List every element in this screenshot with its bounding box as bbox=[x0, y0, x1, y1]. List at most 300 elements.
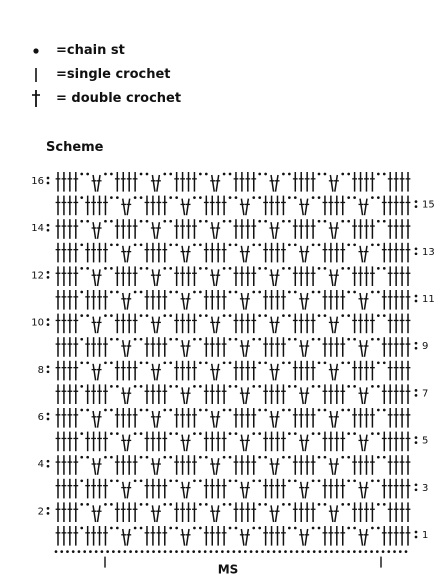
chain-stitch bbox=[342, 550, 345, 553]
chain-stitch bbox=[312, 479, 315, 482]
chain-stitch bbox=[140, 527, 143, 530]
chain-stitch bbox=[80, 503, 83, 506]
double-crochet-stitch bbox=[126, 482, 131, 499]
chain-stitch bbox=[169, 243, 172, 246]
row-label-left: 10 bbox=[31, 317, 44, 329]
double-crochet-stitch bbox=[406, 361, 411, 381]
double-crochet-stitch bbox=[73, 337, 78, 357]
double-crochet-stitch bbox=[394, 196, 399, 216]
chain-stitch bbox=[205, 361, 208, 364]
double-crochet-stitch bbox=[62, 408, 67, 428]
double-crochet-stitch bbox=[334, 411, 339, 428]
double-crochet-stitch bbox=[192, 266, 197, 286]
double-crochet-stitch bbox=[56, 432, 61, 452]
double-crochet-stitch bbox=[192, 455, 197, 475]
double-crochet-stitch bbox=[270, 505, 275, 522]
double-crochet-stitch bbox=[340, 337, 345, 357]
double-crochet-stitch bbox=[180, 219, 185, 239]
double-crochet-stitch bbox=[239, 361, 244, 381]
double-crochet-stitch bbox=[133, 408, 138, 428]
chain-stitch bbox=[199, 503, 202, 506]
chain-stitch bbox=[89, 550, 92, 553]
chain-stitch bbox=[377, 527, 380, 530]
double-crochet-stitch bbox=[67, 455, 72, 475]
double-crochet-stitch bbox=[62, 314, 67, 334]
chain-stitch bbox=[158, 550, 161, 553]
double-crochet-stitch bbox=[115, 455, 120, 475]
chain-stitch bbox=[163, 267, 166, 270]
double-crochet-stitch bbox=[126, 435, 131, 452]
double-crochet-stitch bbox=[121, 293, 126, 310]
double-crochet-stitch bbox=[186, 246, 191, 263]
chain-stitch bbox=[415, 531, 418, 534]
double-crochet-stitch bbox=[328, 432, 333, 452]
double-crochet-stitch bbox=[299, 361, 304, 381]
double-crochet-stitch bbox=[121, 314, 126, 334]
double-crochet-stitch bbox=[270, 317, 275, 334]
chain-stitch bbox=[86, 314, 89, 317]
double-crochet-stitch bbox=[210, 196, 215, 216]
double-crochet-stitch bbox=[115, 408, 120, 428]
double-crochet-stitch bbox=[382, 526, 387, 546]
double-crochet-stitch bbox=[162, 243, 167, 263]
double-crochet-stitch bbox=[388, 243, 393, 263]
chain-stitch bbox=[235, 385, 238, 388]
double-crochet-stitch bbox=[239, 314, 244, 334]
chain-stitch bbox=[146, 314, 149, 317]
chain-stitch bbox=[47, 271, 50, 274]
chain-stitch bbox=[223, 220, 226, 223]
double-crochet-stitch bbox=[304, 387, 309, 404]
chain-stitch bbox=[347, 409, 350, 412]
double-crochet-stitch bbox=[364, 502, 369, 522]
double-crochet-stitch bbox=[400, 337, 405, 357]
chain-stitch bbox=[415, 205, 418, 208]
double-crochet-stitch bbox=[394, 384, 399, 404]
double-crochet-stitch bbox=[382, 243, 387, 263]
chain-stitch bbox=[377, 432, 380, 435]
double-crochet-stitch bbox=[275, 317, 280, 334]
chain-stitch bbox=[86, 361, 89, 364]
chain-stitch bbox=[312, 291, 315, 294]
double-crochet-stitch bbox=[210, 479, 215, 499]
row-label-right: 11 bbox=[422, 294, 435, 305]
double-crochet-stitch bbox=[92, 505, 97, 522]
double-crochet-stitch bbox=[311, 408, 316, 428]
double-crochet-stitch bbox=[358, 361, 363, 381]
double-crochet-stitch bbox=[126, 199, 131, 216]
chain-stitch bbox=[124, 550, 127, 553]
double-crochet-stitch bbox=[85, 432, 90, 452]
double-crochet-stitch bbox=[406, 337, 411, 357]
double-crochet-stitch bbox=[293, 172, 298, 192]
double-crochet-stitch bbox=[210, 458, 215, 475]
double-crochet-stitch bbox=[186, 455, 191, 475]
double-crochet-stitch bbox=[394, 526, 399, 546]
double-crochet-stitch bbox=[67, 384, 72, 404]
double-crochet-stitch bbox=[162, 196, 167, 216]
chain-stitch bbox=[169, 385, 172, 388]
double-crochet-stitch bbox=[234, 455, 239, 475]
double-crochet-stitch bbox=[216, 384, 221, 404]
double-crochet-stitch bbox=[103, 337, 108, 357]
chain-stitch bbox=[134, 527, 137, 530]
double-crochet-stitch bbox=[151, 526, 156, 546]
double-crochet-stitch bbox=[127, 408, 132, 428]
double-crochet-stitch bbox=[364, 172, 369, 192]
double-crochet-stitch bbox=[251, 314, 256, 334]
chain-stitch bbox=[307, 550, 310, 553]
chain-stitch bbox=[199, 385, 202, 388]
double-crochet-stitch bbox=[293, 361, 298, 381]
chain-stitch bbox=[383, 267, 386, 270]
double-crochet-stitch bbox=[394, 455, 399, 475]
chain-stitch bbox=[169, 503, 172, 506]
double-crochet-stitch bbox=[62, 361, 67, 381]
double-crochet-stitch bbox=[115, 266, 120, 286]
double-crochet-stitch bbox=[97, 384, 102, 404]
double-crochet-stitch bbox=[370, 172, 375, 192]
chain-stitch bbox=[47, 512, 50, 515]
double-crochet-stitch bbox=[281, 526, 286, 546]
chain-stitch bbox=[233, 550, 236, 553]
double-crochet-stitch bbox=[323, 290, 328, 310]
double-crochet-stitch bbox=[388, 479, 393, 499]
chain-stitch bbox=[47, 465, 50, 468]
chain-stitch bbox=[140, 338, 143, 341]
double-crochet-stitch bbox=[311, 361, 316, 381]
double-crochet-stitch bbox=[323, 526, 328, 546]
double-crochet-stitch bbox=[97, 243, 102, 263]
chain-stitch bbox=[387, 550, 390, 553]
chain-stitch bbox=[235, 432, 238, 435]
double-crochet-stitch bbox=[275, 458, 280, 475]
double-crochet-stitch bbox=[174, 455, 179, 475]
double-crochet-stitch bbox=[394, 314, 399, 334]
double-crochet-stitch bbox=[329, 175, 334, 192]
chain-stitch bbox=[66, 550, 69, 553]
chain-stitch bbox=[112, 550, 115, 553]
double-crochet-stitch bbox=[127, 455, 132, 475]
chain-stitch bbox=[86, 409, 89, 412]
double-crochet-stitch bbox=[222, 432, 227, 452]
double-crochet-stitch bbox=[67, 314, 72, 334]
double-crochet-stitch bbox=[186, 529, 191, 546]
double-crochet-stitch bbox=[216, 196, 221, 216]
double-crochet-stitch bbox=[293, 314, 298, 334]
double-crochet-stitch bbox=[269, 196, 274, 216]
double-crochet-stitch bbox=[358, 219, 363, 239]
double-crochet-stitch bbox=[215, 458, 220, 475]
chain-stitch bbox=[264, 173, 267, 176]
chain-stitch bbox=[371, 338, 374, 341]
chain-stitch bbox=[341, 456, 344, 459]
chain-stitch bbox=[140, 385, 143, 388]
chain-stitch bbox=[80, 243, 83, 246]
double-crochet-stitch bbox=[67, 479, 72, 499]
double-crochet-stitch bbox=[56, 408, 61, 428]
double-crochet-stitch bbox=[97, 411, 102, 428]
chain-stitch bbox=[371, 243, 374, 246]
double-crochet-stitch bbox=[73, 266, 78, 286]
double-crochet-stitch bbox=[400, 196, 405, 216]
double-crochet-stitch bbox=[97, 196, 102, 216]
chain-stitch bbox=[347, 196, 350, 199]
chain-stitch bbox=[377, 456, 380, 459]
chain-stitch bbox=[106, 550, 109, 553]
chain-stitch bbox=[55, 550, 58, 553]
chain-stitch bbox=[199, 173, 202, 176]
double-crochet-stitch bbox=[305, 455, 310, 475]
chain-stitch bbox=[86, 267, 89, 270]
double-crochet-stitch bbox=[73, 361, 78, 381]
double-crochet-stitch bbox=[156, 384, 161, 404]
chain-stitch bbox=[146, 503, 149, 506]
double-crochet-stitch bbox=[328, 243, 333, 263]
double-crochet-stitch bbox=[281, 196, 286, 216]
double-crochet-stitch bbox=[340, 526, 345, 546]
chain-stitch bbox=[347, 291, 350, 294]
double-crochet-stitch bbox=[97, 317, 102, 334]
double-crochet-stitch bbox=[121, 482, 126, 499]
double-crochet-stitch bbox=[73, 502, 78, 522]
double-crochet-stitch bbox=[156, 432, 161, 452]
chain-stitch bbox=[146, 361, 149, 364]
chain-stitch bbox=[288, 456, 291, 459]
double-crochet-stitch bbox=[275, 222, 280, 239]
chain-stitch bbox=[258, 409, 261, 412]
chain-stitch bbox=[252, 479, 255, 482]
chain-stitch bbox=[152, 550, 155, 553]
double-crochet-stitch bbox=[192, 219, 197, 239]
double-crochet-stitch bbox=[299, 219, 304, 239]
double-crochet-stitch bbox=[240, 293, 245, 310]
double-crochet-stitch bbox=[328, 290, 333, 310]
row-label-right: 3 bbox=[422, 482, 429, 494]
double-crochet-stitch bbox=[359, 529, 364, 546]
double-crochet-stitch bbox=[299, 340, 304, 357]
double-crochet-stitch bbox=[275, 384, 280, 404]
chain-stitch bbox=[163, 503, 166, 506]
double-crochet-stitch bbox=[334, 317, 339, 334]
double-crochet-stitch bbox=[151, 337, 156, 357]
double-crochet-stitch bbox=[121, 529, 126, 546]
double-crochet-stitch bbox=[394, 337, 399, 357]
chain-stitch bbox=[294, 527, 297, 530]
double-crochet-stitch bbox=[245, 172, 250, 192]
double-crochet-stitch bbox=[73, 384, 78, 404]
double-crochet-stitch bbox=[234, 502, 239, 522]
chain-stitch bbox=[80, 409, 83, 412]
double-crochet-stitch bbox=[240, 529, 245, 546]
chain-stitch bbox=[347, 267, 350, 270]
double-crochet-stitch bbox=[181, 246, 186, 263]
double-crochet-stitch bbox=[103, 479, 108, 499]
chain-stitch bbox=[393, 550, 396, 553]
chain-stitch bbox=[252, 385, 255, 388]
chain-stitch bbox=[110, 432, 113, 435]
row-label-left: 14 bbox=[31, 223, 44, 235]
chain-stitch bbox=[47, 323, 50, 326]
chain-stitch bbox=[347, 503, 350, 506]
chain-stitch bbox=[229, 243, 232, 246]
chain-stitch bbox=[312, 338, 315, 341]
double-crochet-stitch bbox=[388, 526, 393, 546]
double-crochet-stitch bbox=[334, 269, 339, 286]
chain-stitch bbox=[264, 314, 267, 317]
chain-stitch bbox=[294, 196, 297, 199]
double-crochet-stitch bbox=[323, 196, 328, 216]
double-crochet-stitch bbox=[174, 172, 179, 192]
double-crochet-stitch bbox=[340, 432, 345, 452]
chain-stitch bbox=[169, 550, 172, 553]
double-crochet-stitch bbox=[305, 314, 310, 334]
double-crochet-stitch bbox=[181, 482, 186, 499]
double-crochet-stitch bbox=[204, 526, 209, 546]
diagram-title: Scheme bbox=[46, 140, 104, 155]
double-crochet-stitch bbox=[186, 266, 191, 286]
chain-stitch bbox=[47, 413, 50, 416]
chain-stitch bbox=[288, 527, 291, 530]
chain-stitch bbox=[80, 432, 83, 435]
double-crochet-stitch bbox=[180, 455, 185, 475]
double-crochet-stitch bbox=[270, 175, 275, 192]
chain-stitch bbox=[86, 220, 89, 223]
double-crochet-stitch bbox=[85, 243, 90, 263]
double-crochet-stitch bbox=[299, 482, 304, 499]
double-crochet-stitch bbox=[126, 293, 131, 310]
chain-stitch bbox=[288, 291, 291, 294]
chain-stitch bbox=[140, 220, 143, 223]
chain-stitch bbox=[252, 527, 255, 530]
chain-stitch bbox=[235, 196, 238, 199]
chain-stitch bbox=[229, 173, 232, 176]
chain-stitch bbox=[193, 338, 196, 341]
chain-stitch bbox=[294, 291, 297, 294]
chain-stitch bbox=[252, 432, 255, 435]
double-crochet-stitch bbox=[270, 364, 275, 381]
chain-stitch bbox=[205, 267, 208, 270]
double-crochet-stitch bbox=[406, 408, 411, 428]
chain-stitch bbox=[405, 550, 408, 553]
double-crochet-stitch bbox=[400, 266, 405, 286]
chain-stitch bbox=[288, 196, 291, 199]
chain-stitch bbox=[235, 291, 238, 294]
double-crochet-stitch bbox=[103, 384, 108, 404]
chain-stitch bbox=[282, 173, 285, 176]
chain-stitch bbox=[318, 220, 321, 223]
double-crochet-stitch bbox=[370, 314, 375, 334]
chain-stitch bbox=[80, 456, 83, 459]
double-crochet-stitch bbox=[240, 199, 245, 216]
chain-stitch bbox=[415, 200, 418, 203]
chain-stitch bbox=[135, 550, 138, 553]
chain-stitch bbox=[199, 314, 202, 317]
chain-stitch bbox=[371, 385, 374, 388]
chain-stitch bbox=[264, 267, 267, 270]
chain-stitch bbox=[86, 173, 89, 176]
double-crochet-stitch bbox=[215, 364, 220, 381]
double-crochet-stitch bbox=[311, 266, 316, 286]
double-crochet-stitch bbox=[406, 432, 411, 452]
double-crochet-stitch bbox=[334, 364, 339, 381]
chain-stitch bbox=[415, 441, 418, 444]
chain-stitch bbox=[415, 252, 418, 255]
chain-stitch bbox=[140, 173, 143, 176]
chain-stitch bbox=[288, 314, 291, 317]
double-crochet-stitch bbox=[269, 432, 274, 452]
double-crochet-stitch bbox=[91, 526, 96, 546]
double-crochet-stitch bbox=[323, 432, 328, 452]
double-crochet-stitch bbox=[340, 384, 345, 404]
double-crochet-stitch bbox=[240, 387, 245, 404]
chain-stitch bbox=[104, 409, 107, 412]
double-crochet-stitch bbox=[364, 293, 369, 310]
chain-stitch bbox=[347, 361, 350, 364]
double-crochet-stitch bbox=[62, 384, 67, 404]
double-crochet-stitch bbox=[263, 337, 268, 357]
double-crochet-stitch bbox=[251, 502, 256, 522]
chain-stitch bbox=[353, 196, 356, 199]
chain-stitch bbox=[116, 243, 119, 246]
double-crochet-stitch bbox=[85, 479, 90, 499]
double-crochet-stitch bbox=[406, 526, 411, 546]
double-crochet-stitch bbox=[204, 384, 209, 404]
double-crochet-stitch bbox=[133, 172, 138, 192]
double-crochet-stitch bbox=[245, 482, 250, 499]
double-crochet-stitch bbox=[151, 243, 156, 263]
chain-stitch bbox=[267, 550, 270, 553]
chain-stitch bbox=[258, 361, 261, 364]
chain-stitch bbox=[104, 220, 107, 223]
chain-stitch bbox=[415, 436, 418, 439]
double-crochet-stitch bbox=[382, 290, 387, 310]
double-crochet-stitch bbox=[186, 408, 191, 428]
chain-stitch bbox=[47, 507, 50, 510]
double-crochet-stitch bbox=[121, 246, 126, 263]
double-crochet-stitch bbox=[245, 361, 250, 381]
chain-stitch bbox=[134, 243, 137, 246]
chain-stitch bbox=[104, 267, 107, 270]
chain-stitch bbox=[110, 243, 113, 246]
double-crochet-stitch bbox=[127, 172, 132, 192]
double-crochet-stitch bbox=[210, 526, 215, 546]
double-crochet-stitch bbox=[156, 175, 161, 192]
chain-stitch bbox=[258, 338, 261, 341]
double-crochet-stitch bbox=[127, 502, 132, 522]
double-crochet-stitch bbox=[181, 340, 186, 357]
chain-stitch bbox=[169, 409, 172, 412]
double-crochet-stitch bbox=[192, 502, 197, 522]
chain-stitch bbox=[141, 550, 144, 553]
double-crochet-stitch bbox=[162, 384, 167, 404]
chain-stitch bbox=[169, 338, 172, 341]
chain-stitch bbox=[336, 550, 339, 553]
double-crochet-stitch bbox=[121, 361, 126, 381]
double-crochet-stitch bbox=[340, 479, 345, 499]
double-crochet-stitch bbox=[151, 290, 156, 310]
chain-stitch bbox=[229, 479, 232, 482]
chain-stitch bbox=[312, 385, 315, 388]
chain-stitch bbox=[140, 432, 143, 435]
double-crochet-stitch bbox=[186, 219, 191, 239]
double-crochet-stitch bbox=[370, 266, 375, 286]
double-crochet-stitch bbox=[406, 219, 411, 239]
double-crochet-stitch bbox=[127, 219, 132, 239]
chain-stitch bbox=[312, 432, 315, 435]
double-crochet-stitch bbox=[145, 384, 150, 404]
repeat-label: MS bbox=[217, 562, 239, 577]
